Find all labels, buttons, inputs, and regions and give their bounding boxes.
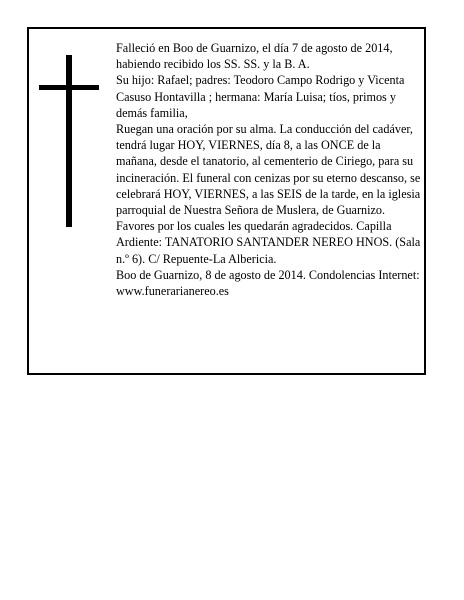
place-date-condolences-paragraph: Boo de Guarnizo, 8 de agosto de 2014. Condolencias Internet: www.funerarianereo.es [116,267,420,299]
funeral-details-paragraph: Ruegan una oración por su alma. La conducción del cadáver, tendrá lugar HOY, VIERNES, día 8, a las ONCE de la mañana, desde el tanatorio, al cementerio de Ciriego, para su incineración. El funeral con cenizas por su eterno descanso, se celebrará HOY, VIERNES, a las SEIS de la tarde, en la iglesia parroquial de Nuestra Señora de Muslera, de Guarnizo. Favores por los cuales les quedarán agradecidos. Capilla Ardiente: TANATORIO SANTANDER NEREO HNOS. (Sala n.º 6). C/ Repuente-La Albericia. [116,122,421,266]
obituary-notice-frame [27,27,426,375]
death-announcement-paragraph: Falleció en Boo de Guarnizo, el día 7 de agosto de 2014, habiendo recibido los SS. SS. y la B. A. [116,41,393,72]
obituary-text [116,40,424,299]
cross-horizontal-bar [39,85,99,90]
latin-cross-icon [39,55,99,227]
family-members-paragraph: Su hijo: Rafael; padres: Teodoro Campo Rodrigo y Vicenta Casuso Hontavilla ; hermana: María Luisa; tíos, primos y demás familia, [116,73,405,120]
cross-vertical-bar [66,55,72,227]
